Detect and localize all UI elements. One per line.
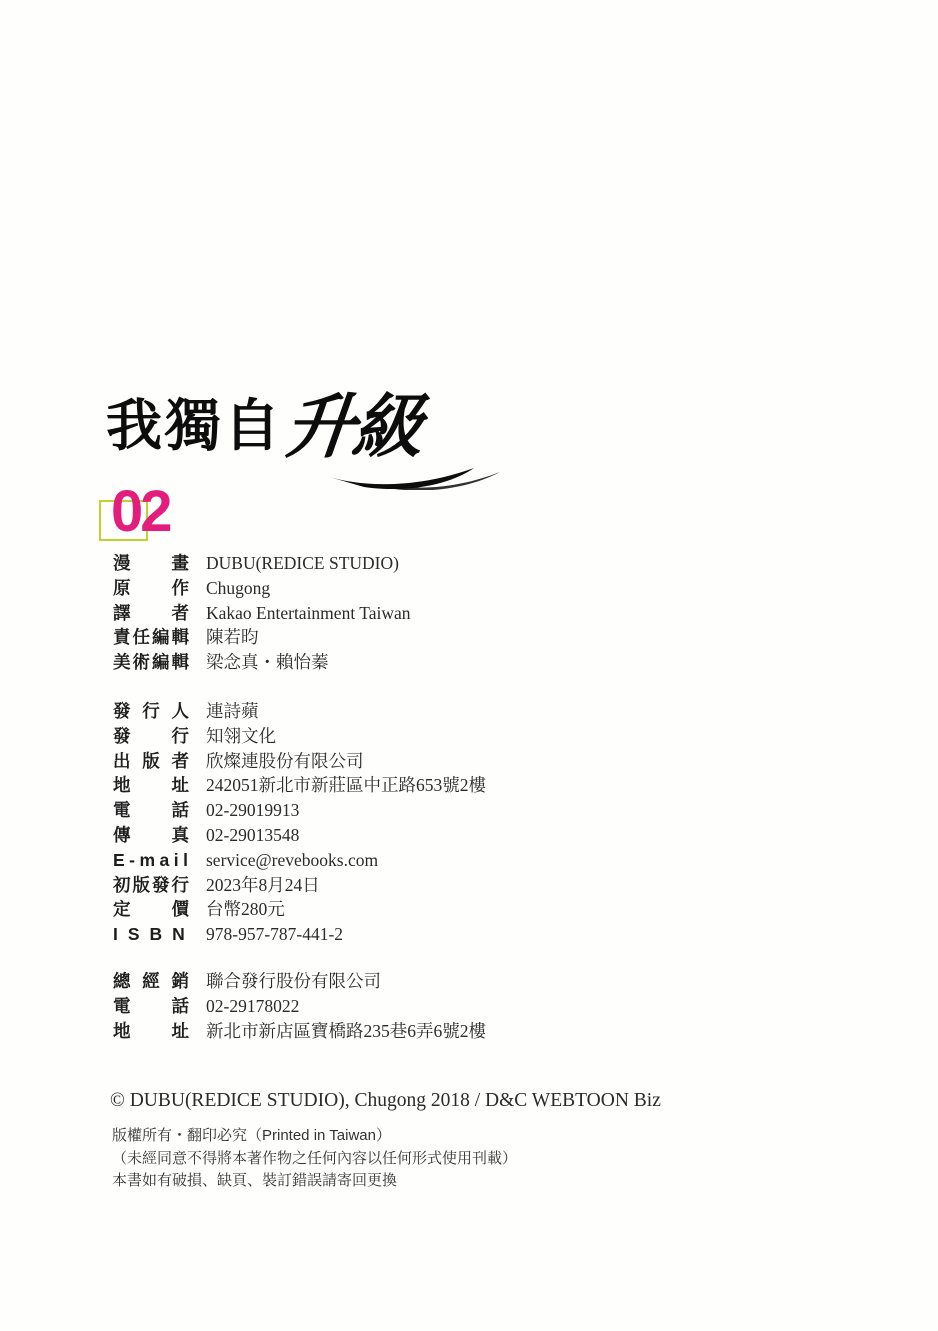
field-value: 242051新北市新莊區中正路653號2樓	[206, 775, 486, 796]
field-value: Kakao Entertainment Taiwan	[206, 602, 411, 623]
credit-row	[113, 576, 411, 601]
publication-row	[113, 873, 486, 898]
field-label: 美術編輯	[113, 652, 189, 673]
publication-row	[113, 922, 486, 947]
field-label: 發行人	[113, 701, 189, 721]
distribution-row	[113, 994, 486, 1019]
field-value: 02-29013548	[206, 824, 300, 845]
publication-row	[113, 897, 486, 922]
field-label: 總經銷	[113, 971, 189, 991]
field-value: 聯合發行股份有限公司	[206, 971, 381, 991]
field-value: 02-29178022	[206, 995, 300, 1016]
field-value: 02-29019913	[206, 800, 300, 821]
copyright-line: © DUBU(REDICE STUDIO), Chugong 2018 / D&C WEBTOON Biz	[110, 1090, 661, 1111]
field-label: 地址	[113, 775, 189, 796]
series-title-stylized: 升級	[280, 385, 426, 468]
distribution-row	[113, 1019, 486, 1044]
field-value: DUBU(REDICE STUDIO)	[206, 553, 399, 573]
field-value: 連詩蘋	[206, 701, 259, 721]
publication-row	[113, 798, 486, 823]
publication-row	[113, 749, 486, 774]
volume-number: 02	[111, 479, 170, 544]
publication-row	[113, 773, 486, 798]
field-label: 原作	[113, 577, 189, 598]
credits-block	[113, 551, 411, 675]
publication-row	[113, 848, 486, 873]
credit-row	[113, 625, 411, 650]
fine-print-line: 版權所有・翻印必究（Printed in Taiwan）	[112, 1127, 391, 1144]
series-title-main: 我獨自	[106, 393, 283, 459]
field-label: 譯者	[113, 602, 189, 623]
field-value: 新北市新店區寶橋路235巷6弄6號2樓	[206, 1020, 486, 1041]
field-label: 電話	[113, 995, 189, 1016]
credit-row	[113, 551, 411, 576]
field-value: 梁念真・賴怡蓁	[206, 652, 329, 673]
fine-print-line: （未經同意不得將本著作物之任何內容以任何形式使用刊載）	[112, 1149, 518, 1167]
publication-block	[113, 699, 486, 947]
series-title-logo	[106, 385, 426, 468]
field-value: 台幣280元	[206, 899, 285, 920]
distribution-block	[113, 969, 486, 1043]
field-label: 地址	[113, 1020, 189, 1041]
field-value: 陳若昀	[206, 627, 259, 648]
distribution-row	[113, 969, 486, 994]
field-value: 978-957-787-441-2	[206, 924, 344, 945]
publication-row	[113, 724, 486, 749]
credit-row	[113, 650, 411, 675]
credit-row	[113, 601, 411, 626]
field-label: E-mail	[113, 849, 193, 870]
field-value: Chugong	[206, 577, 271, 598]
field-value: 2023年8月24日	[206, 874, 320, 895]
field-label: 漫畫	[113, 553, 189, 573]
publication-row	[113, 699, 486, 724]
brush-flourish-icon	[324, 454, 504, 490]
field-label: 出版者	[113, 750, 189, 771]
field-label: 初版發行	[113, 874, 189, 895]
field-value: 知翎文化	[206, 725, 276, 746]
field-label: ISBN	[113, 924, 195, 945]
field-label: 電話	[113, 800, 189, 821]
field-value: 欣燦連股份有限公司	[206, 750, 364, 771]
volume-badge	[99, 479, 229, 549]
field-label: 責任編輯	[113, 627, 189, 648]
fine-print-line: 本書如有破損、缺頁、裝訂錯誤請寄回更換	[112, 1172, 398, 1189]
field-label: 發行	[113, 725, 189, 746]
fine-print-block	[112, 1125, 517, 1193]
field-label: 傳真	[113, 824, 189, 845]
field-label: 定價	[113, 899, 189, 920]
publication-row	[113, 823, 486, 848]
field-value: service@revebooks.com	[206, 849, 379, 870]
